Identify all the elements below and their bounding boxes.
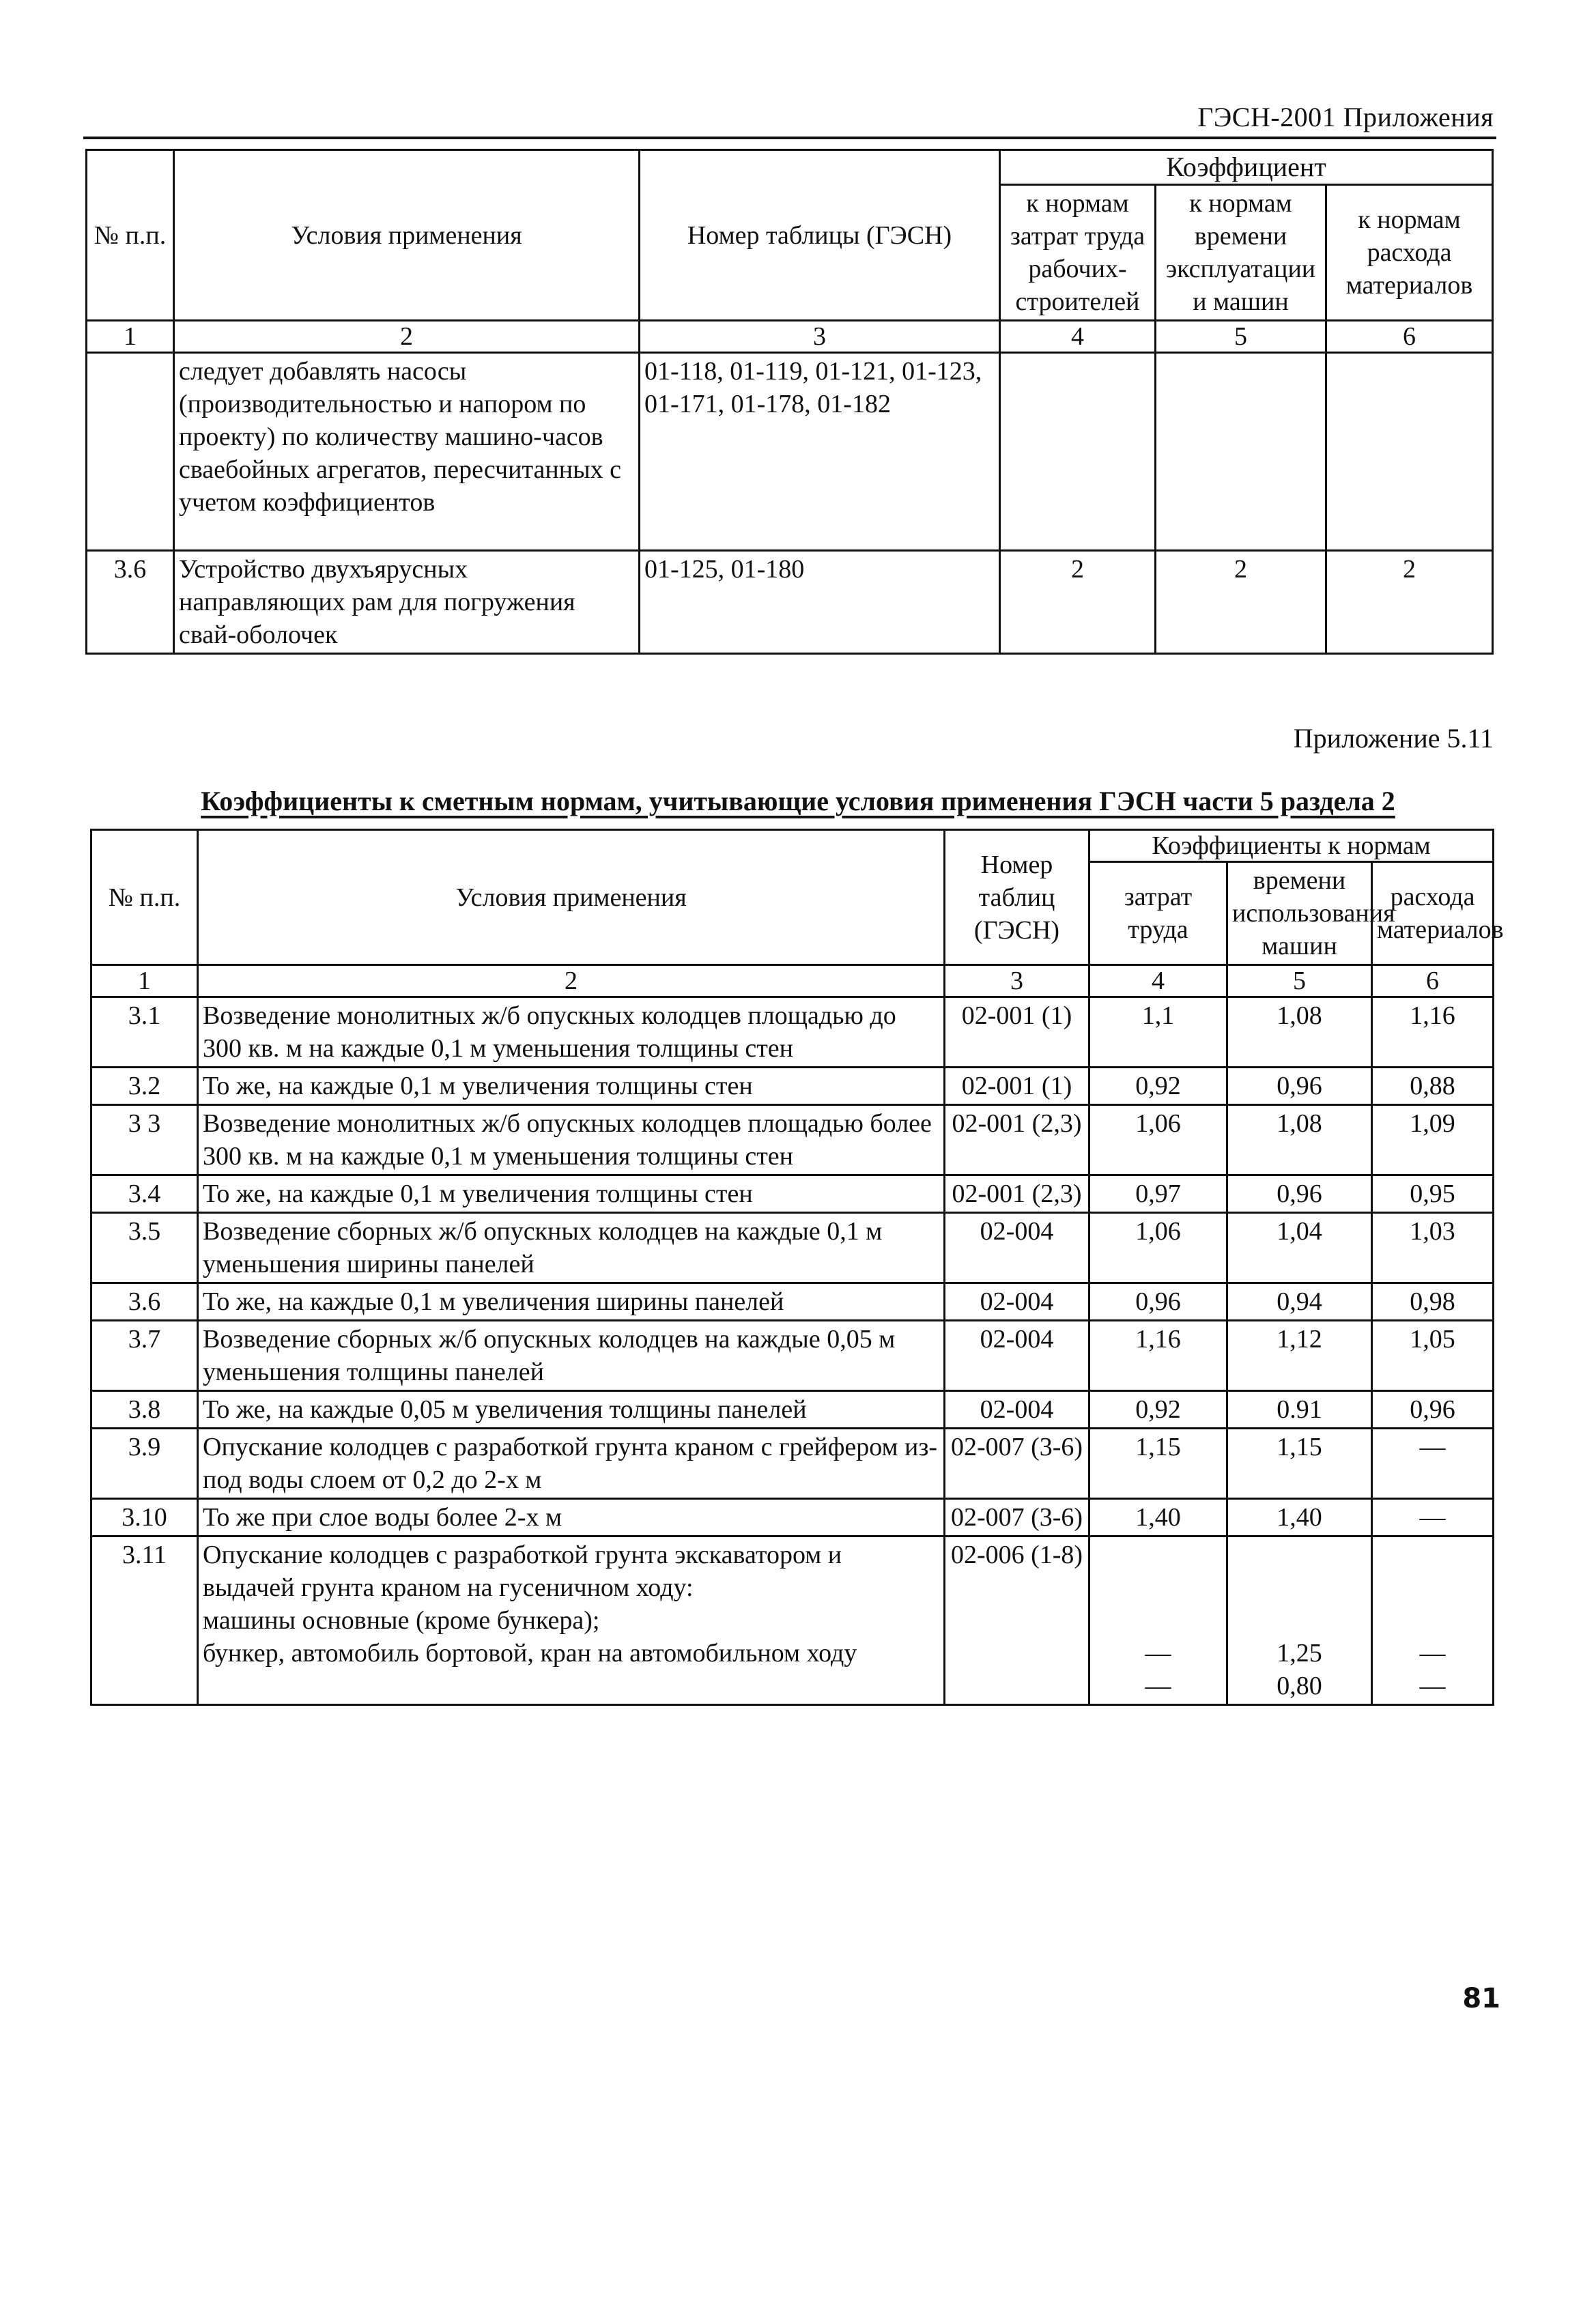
row-table-no: 02-006 (1-8) [945, 1536, 1089, 1705]
row-num: 3 3 [91, 1105, 198, 1175]
col-number: 3 [640, 321, 1000, 353]
row-machine: 2 [1156, 551, 1326, 654]
table-row [87, 551, 1493, 654]
row-conditions: Возведение монолитных ж/б опускных колодцев площадью более 300 кв. м на каждые 0,1 м уменьшения толщины стен [198, 1105, 945, 1175]
row-labor: 2 [1000, 551, 1156, 654]
sub2-materials: — [1419, 1672, 1446, 1700]
row-materials: 0,88 [1372, 1068, 1494, 1105]
row-labor: 1,06 [1089, 1105, 1227, 1175]
header-conditions: Условия применения [174, 150, 640, 321]
row-materials: 1,05 [1372, 1321, 1494, 1391]
table-row [87, 353, 1493, 551]
row-conditions: Возведение монолитных ж/б опускных колодцев площадью до 300 кв. м на каждые 0,1 м уменьшения толщины стен [198, 997, 945, 1068]
row-table-no: 02-004 [945, 1213, 1089, 1283]
table-row [91, 1499, 1494, 1536]
row-num: 3.4 [91, 1175, 198, 1213]
row-materials: 1,03 [1372, 1213, 1494, 1283]
col-number: 1 [91, 965, 198, 997]
row-num: 3.6 [87, 551, 174, 654]
row-table-no: 01-125, 01-180 [640, 551, 1000, 654]
row-labor: 0,92 [1089, 1068, 1227, 1105]
sub1-machine: 1,25 [1277, 1639, 1322, 1668]
row-conditions: То же, на каждые 0,05 м увеличения толщины панелей [198, 1391, 945, 1429]
header-conditions: Условия применения [198, 830, 945, 965]
header-rule [83, 137, 1496, 139]
col-number: 5 [1156, 321, 1326, 353]
row-conditions [198, 1536, 945, 1705]
row-labor: 1,06 [1089, 1213, 1227, 1283]
table-row [91, 1536, 1494, 1705]
row-num: 3.2 [91, 1068, 198, 1105]
row-conditions: То же при слое воды более 2-х м [198, 1499, 945, 1536]
row-machine: 0,94 [1227, 1283, 1372, 1321]
row-table-no: 02-007 (3-6) [945, 1499, 1089, 1536]
row-table-no: 01-118, 01-119, 01-121, 01-123, 01-171, 01-178, 01-182 [640, 353, 1000, 551]
sub1-materials: — [1419, 1639, 1446, 1668]
header-materials: расхода материалов [1372, 862, 1494, 965]
page-number: 81 [1462, 1983, 1500, 2014]
row-conditions-sub2: бункер, автомобиль бортовой, кран на автомобильном ходу [203, 1639, 857, 1668]
row-labor [1000, 353, 1156, 551]
table-row [91, 1175, 1494, 1213]
col-number: 6 [1326, 321, 1493, 353]
header-table-no: Номер таблиц (ГЭСН) [945, 830, 1089, 965]
row-materials: 0,95 [1372, 1175, 1494, 1213]
row-machine: 1,40 [1227, 1499, 1372, 1536]
row-table-no: 02-001 (2,3) [945, 1105, 1089, 1175]
row-table-no: 02-001 (2,3) [945, 1175, 1089, 1213]
row-materials: 1,16 [1372, 997, 1494, 1068]
header-machine: к нормам времени эксплуатации и машин [1156, 185, 1326, 321]
row-num: 3.11 [91, 1536, 198, 1705]
row-num: 3.5 [91, 1213, 198, 1283]
row-labor: 0,97 [1089, 1175, 1227, 1213]
row-num: 3.6 [91, 1283, 198, 1321]
row-table-no: 02-001 (1) [945, 997, 1089, 1068]
row-conditions-sub1: машины основные (кроме бункера); [203, 1606, 600, 1635]
row-num: 3.10 [91, 1499, 198, 1536]
header-materials: к нормам расхода материалов [1326, 185, 1493, 321]
row-conditions: То же, на каждые 0,1 м увеличения толщины стен [198, 1068, 945, 1105]
row-machine [1156, 353, 1326, 551]
row-table-no: 02-004 [945, 1283, 1089, 1321]
row-materials [1326, 353, 1493, 551]
col-number: 3 [945, 965, 1089, 997]
row-labor: 1,15 [1089, 1429, 1227, 1499]
header-coef-group: Коэффициенты к нормам [1089, 830, 1494, 862]
row-num: 3.1 [91, 997, 198, 1068]
table-row [91, 997, 1494, 1068]
header-num: № п.п. [91, 830, 198, 965]
row-materials: 0,96 [1372, 1391, 1494, 1429]
table-row [91, 1321, 1494, 1391]
appendix-label: Приложение 5.11 [1293, 723, 1494, 754]
row-materials: — [1372, 1499, 1494, 1536]
row-labor: 1,40 [1089, 1499, 1227, 1536]
table-row [91, 1283, 1494, 1321]
header-labor: к нормам затрат труда рабочих-строителей [1000, 185, 1156, 321]
row-num: 3.8 [91, 1391, 198, 1429]
header-num: № п.п. [87, 150, 174, 321]
sub1-labor: — [1145, 1639, 1171, 1668]
row-labor [1089, 1536, 1227, 1705]
row-conditions: Возведение сборных ж/б опускных колодцев на каждые 0,05 м уменьшения толщины панелей [198, 1321, 945, 1391]
table-row [91, 1391, 1494, 1429]
row-num [87, 353, 174, 551]
row-conditions: То же, на каждые 0,1 м увеличения толщины стен [198, 1175, 945, 1213]
table-caption: Коэффициенты к сметным нормам, учитывающие условия применения ГЭСН части 5 раздела 2 [201, 786, 1395, 816]
row-labor: 1,16 [1089, 1321, 1227, 1391]
col-number: 2 [174, 321, 640, 353]
table-row [91, 1429, 1494, 1499]
row-machine: 1,15 [1227, 1429, 1372, 1499]
col-number: 4 [1089, 965, 1227, 997]
col-number: 6 [1372, 965, 1494, 997]
row-materials: 0,98 [1372, 1283, 1494, 1321]
row-machine: 1,04 [1227, 1213, 1372, 1283]
table-row [91, 1213, 1494, 1283]
table-1 [85, 149, 1494, 655]
col-number: 2 [198, 965, 945, 997]
row-labor: 1,1 [1089, 997, 1227, 1068]
row-labor: 0,96 [1089, 1283, 1227, 1321]
table-2 [90, 829, 1504, 1706]
header-table-no: Номер таблицы (ГЭСН) [640, 150, 1000, 321]
col-number: 5 [1227, 965, 1372, 997]
row-table-no: 02-007 (3-6) [945, 1429, 1089, 1499]
row-table-no: 02-004 [945, 1321, 1089, 1391]
running-header: ГЭСН-2001 Приложения [1197, 102, 1494, 132]
row-conditions: следует добавлять насосы (производительностью и напором по проекту) по количеству машино-часов сваебойных агрегатов, пересчитанных с учетом коэффициентов [174, 353, 640, 551]
row-conditions-main: Опускание колодцев с разработкой грунта экскаватором и выдачей грунта краном на гусеничном ходу: [203, 1541, 842, 1602]
row-labor: 0,92 [1089, 1391, 1227, 1429]
row-machine: 1,08 [1227, 1105, 1372, 1175]
header-labor: затрат труда [1089, 862, 1227, 965]
row-conditions: Опускание колодцев с разработкой грунта краном с грейфером из-под воды слоем от 0,2 до 2-х м [198, 1429, 945, 1499]
sub2-labor: — [1145, 1672, 1171, 1700]
row-conditions: То же, на каждые 0,1 м увеличения ширины панелей [198, 1283, 945, 1321]
col-number: 4 [1000, 321, 1156, 353]
row-table-no: 02-001 (1) [945, 1068, 1089, 1105]
row-machine [1227, 1536, 1372, 1705]
row-conditions: Устройство двухъярусных направляющих рам для погружения свай-оболочек [174, 551, 640, 654]
row-materials [1372, 1536, 1494, 1705]
row-machine: 0,96 [1227, 1175, 1372, 1213]
row-num: 3.7 [91, 1321, 198, 1391]
table-row [91, 1105, 1494, 1175]
row-machine: 1,08 [1227, 997, 1372, 1068]
header-coef-group: Коэффициент [1000, 150, 1493, 185]
row-table-no: 02-004 [945, 1391, 1089, 1429]
row-num: 3.9 [91, 1429, 198, 1499]
sub2-machine: 0,80 [1277, 1672, 1322, 1700]
row-conditions: Возведение сборных ж/б опускных колодцев на каждые 0,1 м уменьшения ширины панелей [198, 1213, 945, 1283]
row-machine: 1,12 [1227, 1321, 1372, 1391]
table-row [91, 1068, 1494, 1105]
col-number: 1 [87, 321, 174, 353]
header-machine: времени использования машин [1227, 862, 1372, 965]
row-machine: 0,96 [1227, 1068, 1372, 1105]
row-materials: 1,09 [1372, 1105, 1494, 1175]
row-materials: 2 [1326, 551, 1493, 654]
row-machine: 0.91 [1227, 1391, 1372, 1429]
row-materials: — [1372, 1429, 1494, 1499]
